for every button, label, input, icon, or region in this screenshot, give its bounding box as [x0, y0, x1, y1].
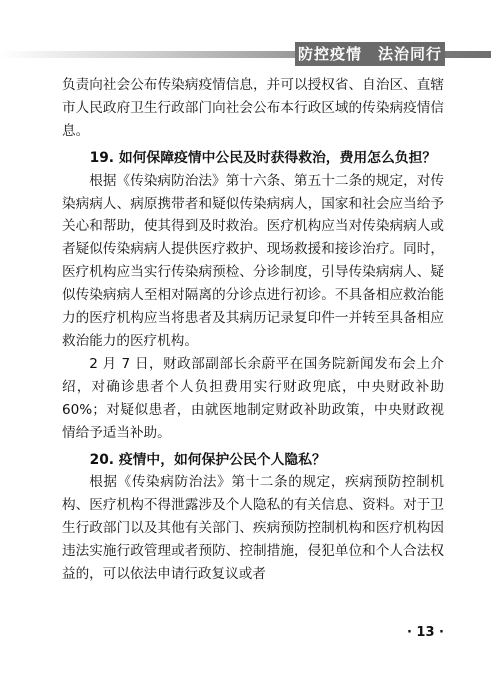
running-header [0, 42, 491, 66]
q19-paragraph-2: 2 月 7 日，财政部副部长余蔚平在国务院新闻发布会上介绍，对确诊患者个人负担费用实行财政兜底，中央财政补助 60%；对疑似患者，由就医地制定财政补助政策，中央财政视情给予适当补助。 [62, 355, 444, 441]
question-20-heading: 20. 疫情中，如何保护公民个人隐私？ [89, 451, 326, 468]
running-title: 防控疫情 法治同行 [295, 42, 445, 66]
question-19-heading: 19. 如何保障疫情中公民及时获得救治，费用怎么负担？ [89, 149, 437, 166]
page-body [62, 74, 444, 586]
page-number: · 13 · [406, 625, 444, 640]
intro-paragraph: 负责向社会公布传染病疫情信息，并可以授权省、自治区、直辖市人民政府卫生行政部门向社会公布本行政区域的传染病疫情信息。 [62, 77, 444, 139]
q19-paragraph-1: 根据《传染病防治法》第十六条、第五十二条的规定，对传染病病人、病原携带者和疑似传染病病人，国家和社会应当给予关心和帮助，使其得到及时救治。医疗机构应当对传染病病人或者疑似传染病病人提供医疗救护、现场救援和接诊治疗。同时，医疗机构应当实行传染病预检、分诊制度，引导传染病病人、疑似传染病病人至相对隔离的分诊点进行初诊。不具备相应救治能力的医疗机构应当将患者及其病历记录复印件一并转至具备相应救治能力的医疗机构。 [62, 172, 444, 349]
q20-paragraph-1: 根据《传染病防治法》第十二条的规定，疾病预防控制机构、医疗机构不得泄露涉及个人隐私的有关信息、资料。对于卫生行政部门以及其他有关部门、疾病预防控制机构和医疗机构因违法实施行政管理或者预防、控制措施，侵犯单位和个人合法权益的，可以依法申请行政复议或者 [62, 474, 444, 583]
